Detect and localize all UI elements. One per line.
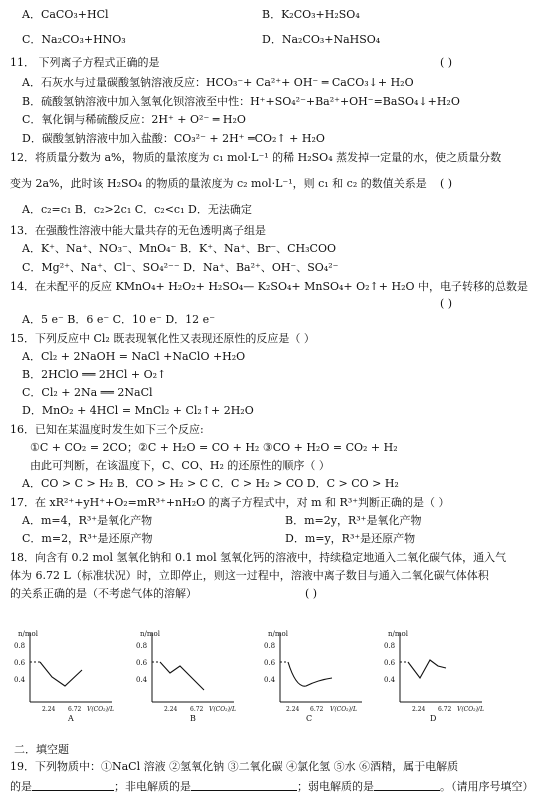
- q17-option-c: C．m=2，R³⁺是还原产物: [22, 532, 153, 545]
- q18-stem-line2: 体为 6.72 L（标准状况）时，立即停止，则这一过程中，溶液中离子数目与通入二氧化碳气体体积: [10, 569, 489, 582]
- graph-d-xtick-224: 2.24: [412, 706, 426, 713]
- graph-d-ylabel: n/mol: [388, 630, 408, 638]
- q10-option-c: C．Na₂CO₃+HNO₃: [22, 33, 126, 46]
- graph-c-ylabel: n/mol: [268, 630, 288, 638]
- graph-c: [262, 628, 372, 724]
- q19-blank-electrolyte[interactable]: [32, 780, 114, 791]
- q14-answer-paren: ( ): [440, 297, 453, 310]
- graph-a-letter: A: [68, 714, 74, 723]
- q12-answer-paren: ( ): [440, 177, 453, 190]
- graph-c-letter: C: [306, 714, 313, 723]
- q18-stem-line1: 18．向含有 0.2 mol 氢氧化钠和 0.1 mol 氢氧化钙的溶液中，持续稳定地通入二氧化碳气体，通入气: [10, 551, 507, 564]
- graph-a-ytick-06: 0.6: [14, 659, 26, 667]
- q11-stem: 11． 下列离子方程式正确的是: [10, 56, 160, 69]
- graph-b-ylabel: n/mol: [140, 630, 160, 638]
- q19-blank-weak[interactable]: [374, 780, 440, 791]
- q14-options: A．5 e⁻ B．6 e⁻ C．10 e⁻ D．12 e⁻: [22, 313, 215, 326]
- q19-label-electrolyte: 的是: [10, 780, 32, 793]
- q12-options: A．c₂=c₁ B．c₂>2c₁ C．c₂<c₁ D．无法确定: [22, 203, 252, 216]
- q19-label-nonelectrolyte: ；非电解质的是: [114, 780, 191, 793]
- graph-b-letter: B: [190, 714, 196, 723]
- graph-d-ytick-04: 0.4: [384, 676, 396, 684]
- q11-option-a: A．石灰水与过量碳酸氢钠溶液反应：HCO₃⁻+ Ca²⁺+ OH⁻ ═ CaCO₃↓+ H₂O: [22, 76, 414, 89]
- q13-options-cd: C．Mg²⁺、Na⁺、Cl⁻、SO₄²⁻⁻ D．Na⁺、Ba²⁺、OH⁻、SO₄²⁻: [22, 261, 339, 274]
- graph-b-xtick-224: 2.24: [164, 706, 178, 713]
- q16-reactions: ①C + CO₂ = 2CO；②C + H₂O = CO + H₂ ③CO + H₂O = CO₂ + H₂: [30, 441, 398, 454]
- graph-d-curve: [408, 660, 446, 678]
- graph-a: [12, 628, 122, 724]
- section-title: 二．填空题: [14, 743, 69, 756]
- graph-c-xtick-224: 2.24: [286, 706, 300, 713]
- graph-b: [134, 628, 244, 724]
- q12-stem-line1: 12．将质量分数为 a%，物质的量浓度为 c₁ mol·L⁻¹ 的稀 H₂SO₄ 蒸发掉一定量的水，使之质量分数: [10, 151, 502, 164]
- q13-options-ab: A．K⁺、Na⁺、NO₃⁻、MnO₄⁻ B．K⁺、Na⁺、Br⁻、CH₃COO: [22, 242, 337, 255]
- graph-d-letter: D: [430, 714, 437, 723]
- q11-option-c: C．氧化铜与稀硫酸反应：2H⁺ + O²⁻ ═ H₂O: [22, 113, 246, 126]
- graph-c-xlabel: V(CO₂)/L: [330, 706, 357, 713]
- graph-b-ytick-04: 0.4: [136, 676, 148, 684]
- graph-a-ylabel: n/mol: [18, 630, 38, 638]
- q11-option-b: B．硫酸氢钠溶液中加入氢氧化钡溶液至中性：H⁺+SO₄²⁻+Ba²⁺+OH⁻=BaSO₄↓+H₂O: [22, 95, 460, 108]
- graph-d-ytick-06: 0.6: [384, 659, 396, 667]
- graph-c-curve: [288, 662, 332, 686]
- q17-option-d: D．m=y，R³⁺是还原产物: [285, 532, 416, 545]
- graph-a-curve: [40, 662, 82, 686]
- q15-option-a: A．Cl₂ + 2NaOH = NaCl +NaClO +H₂O: [22, 350, 246, 363]
- q18-answer-paren: ( ): [305, 587, 318, 600]
- graph-b-xlabel: V(CO₂)/L: [209, 706, 236, 713]
- q11-answer-paren: ( ): [440, 56, 453, 69]
- q10-option-d: D．Na₂CO₃+NaHSO₄: [262, 33, 381, 46]
- q14-stem: 14．在未配平的反应 KMnO₄+ H₂O₂+ H₂SO₄— K₂SO₄+ MnSO₄+ O₂↑+ H₂O 中，电子转移的总数是: [10, 280, 529, 293]
- graph-a-xtick-672: 6.72: [68, 706, 82, 713]
- graph-a-ytick-04: 0.4: [14, 676, 26, 684]
- graph-d: [382, 628, 492, 724]
- q15-option-d: D．MnO₂ + 4HCl = MnCl₂ + Cl₂↑+ 2H₂O: [22, 404, 254, 417]
- q19-instruction: 。（请用序号填空）: [440, 780, 534, 793]
- q17-option-b: B．m=2y，R³⁺是氧化产物: [285, 514, 422, 527]
- graph-d-ytick-08: 0.8: [384, 642, 396, 650]
- q19-label-weak: ；弱电解质的是: [297, 780, 374, 793]
- graph-c-ytick-08: 0.8: [264, 642, 276, 650]
- q10-option-a: A．CaCO₃+HCl: [22, 8, 109, 21]
- graph-d-xlabel: V(CO₂)/L: [457, 706, 484, 713]
- graph-b-xtick-672: 6.72: [190, 706, 204, 713]
- q11-option-d: D．碳酸氢钠溶液中加入盐酸：CO₃²⁻ + 2H⁺ ═CO₂↑ + H₂O: [22, 132, 325, 145]
- q12-stem-line2: 变为 2a%，此时该 H₂SO₄ 的物质的量浓度为 c₂ mol·L⁻¹，则 c₁ 和 c₂ 的数值关系是: [10, 177, 427, 190]
- q17-option-a: A．m=4，R³⁺是氧化产物: [22, 514, 153, 527]
- q19-line2: [10, 780, 534, 793]
- graph-b-ytick-06: 0.6: [136, 659, 148, 667]
- q16-options: A．CO > C > H₂ B．CO > H₂ > C C．C > H₂ > CO D．C > CO > H₂: [22, 477, 399, 490]
- q15-stem: 15．下列反应中 Cl₂ 既表现氧化性又表现还原性的反应是（ ）: [10, 332, 315, 345]
- q16-conclusion: 由此可判断，在该温度下，C、CO、H₂ 的还原性的顺序（ ）: [30, 459, 330, 472]
- q10-option-b: B．K₂CO₃+H₂SO₄: [262, 8, 360, 21]
- graph-a-ytick-08: 0.8: [14, 642, 26, 650]
- graph-a-xtick-224: 2.24: [42, 706, 56, 713]
- graph-c-xtick-672: 6.72: [310, 706, 324, 713]
- graph-b-ytick-08: 0.8: [136, 642, 148, 650]
- q18-stem-line3: 的关系正确的是（不考虑气体的溶解）: [10, 587, 197, 600]
- graph-a-xlabel: V(CO₂)/L: [87, 706, 114, 713]
- graph-c-ytick-04: 0.4: [264, 676, 276, 684]
- q19-stem: 19．下列物质中：①NaCl 溶液 ②氢氧化钠 ③二氧化碳 ④氯化氢 ⑤水 ⑥酒精，属于电解质: [10, 760, 459, 773]
- q15-option-c: C．Cl₂ + 2Na ══ 2NaCl: [22, 386, 153, 399]
- graph-b-curve: [160, 662, 204, 690]
- q19-blank-nonelectrolyte[interactable]: [191, 780, 297, 791]
- q13-stem: 13．在强酸性溶液中能大量共存的无色透明离子组是: [10, 224, 266, 237]
- q15-option-b: B．2HClO ══ 2HCl + O₂↑: [22, 368, 167, 381]
- graph-c-ytick-06: 0.6: [264, 659, 276, 667]
- graph-d-xtick-672: 6.72: [438, 706, 452, 713]
- q16-stem: 16．已知在某温度时发生如下三个反应:: [10, 423, 204, 436]
- q17-stem: 17．在 xR²⁺+yH⁺+O₂=mR³⁺+nH₂O 的离子方程式中，对 m 和 R³⁺判断正确的是（ ）: [10, 496, 450, 509]
